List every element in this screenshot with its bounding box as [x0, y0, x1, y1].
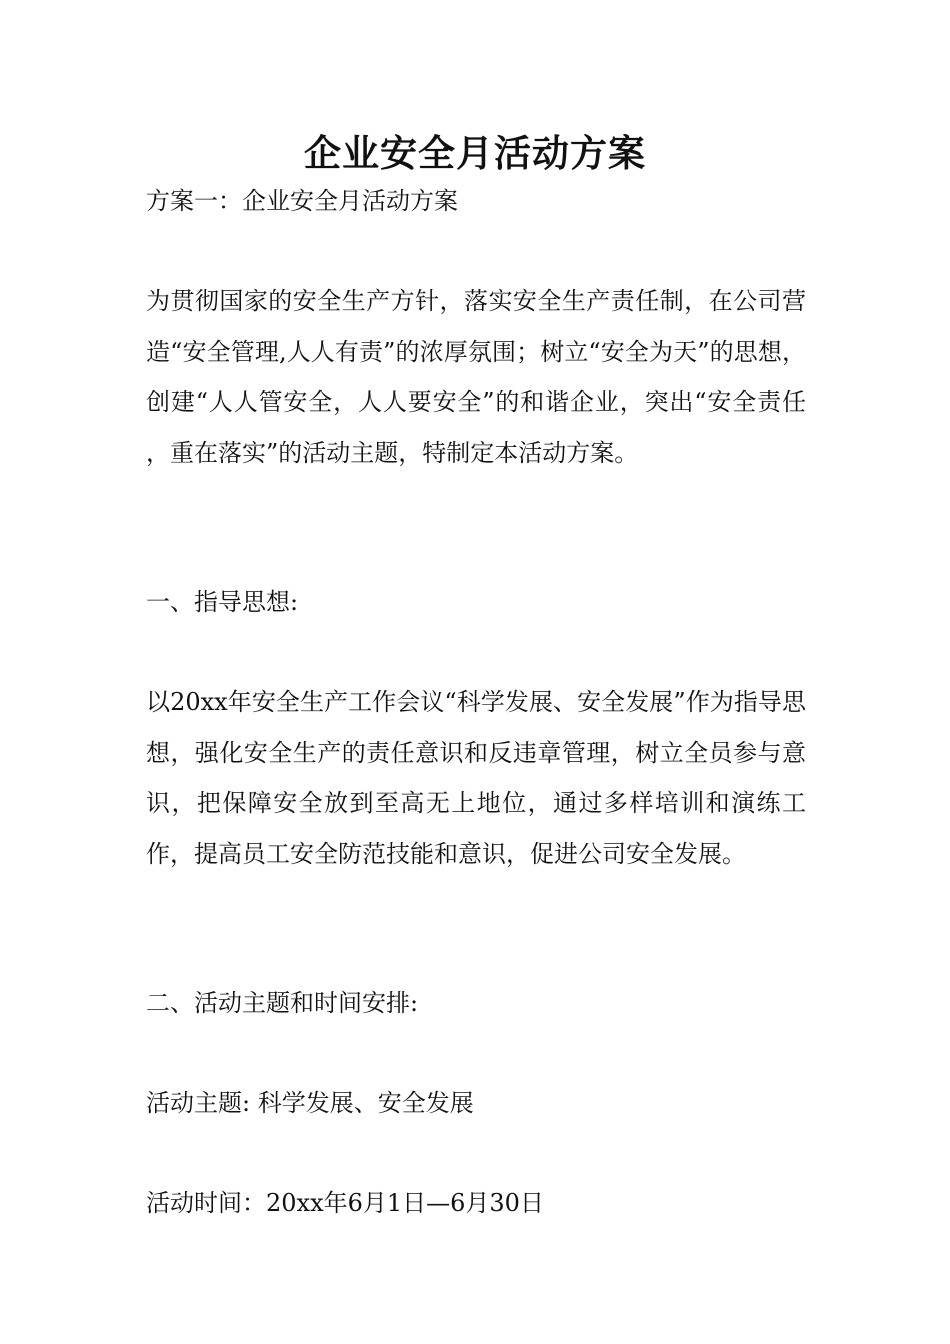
document-title: 企业安全月活动方案 — [304, 131, 646, 175]
section-heading-guiding-ideology: 一、指导思想: — [146, 588, 299, 616]
guiding-ideology-paragraph: 以20xx年安全生产工作会议“科学发展、安全发展”作为指导思想，强化安全生产的责任意识和反违章管理，树立全员参与意识，把保障安全放到至高无上地位，通过多样培训和演练工作，提高员工安全防范技能和意识，促进公司安全发展。 — [146, 688, 806, 868]
intro-paragraph: 为贯彻国家的安全生产方针，落实安全生产责任制，在公司营造“安全管理,人人有责”的浓厚氛围；树立“安全为天”的思想，创建“人人管安全，人人要安全”的和谐企业，突出“安全责任 ，重在落实”的活动主题，特制定本活动方案。 — [146, 287, 806, 467]
section-heading-theme-and-schedule: 二、活动主题和时间安排: — [146, 989, 419, 1017]
activity-time-line: 活动时间：20xx年6月1日—6月30日 — [146, 1189, 544, 1217]
document-subtitle: 方案一：企业安全月活动方案 — [146, 187, 458, 215]
activity-theme-line: 活动主题: 科学发展、安全发展 — [146, 1089, 474, 1117]
